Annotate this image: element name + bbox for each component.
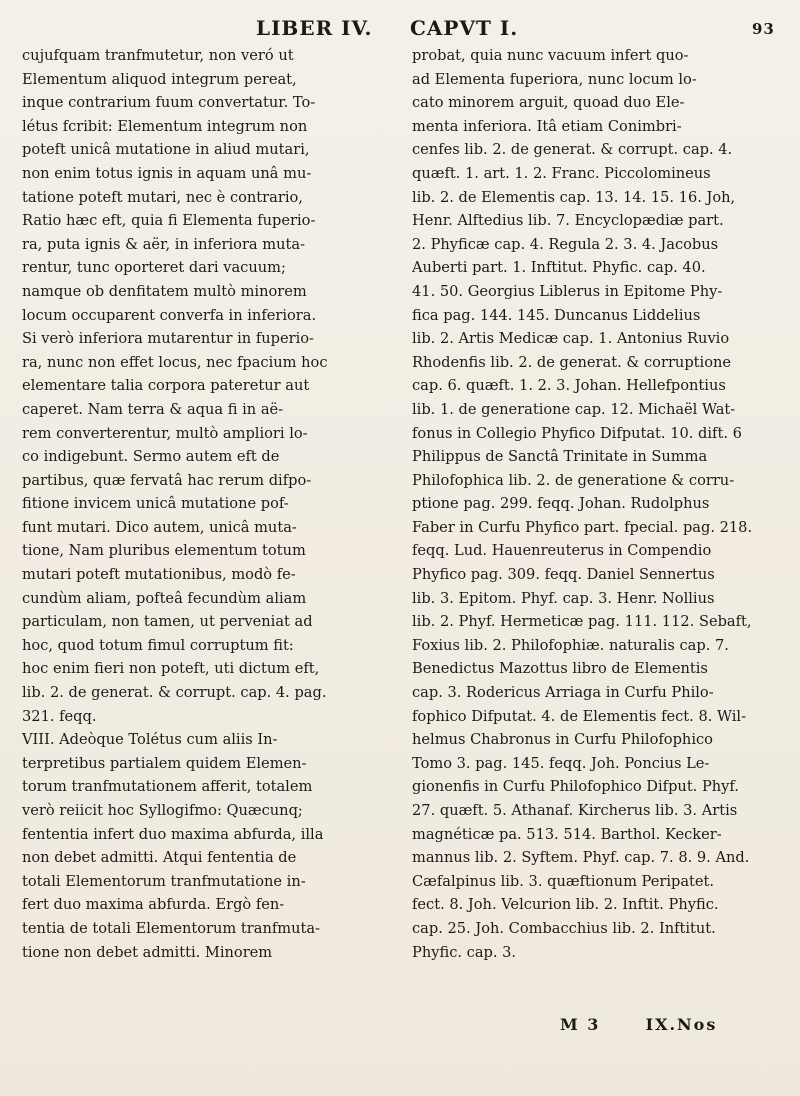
text-line: tentia de totali Elementorum tranfmuta-	[22, 919, 320, 937]
text-line: Elementum aliquod integrum pereat,	[22, 70, 297, 88]
text-line: Phyfico pag. 309. feqq. Daniel Sennertus	[412, 566, 715, 584]
text-line: fententia infert duo maxima abfurda, illa	[22, 825, 324, 843]
page-number: 93	[752, 20, 775, 38]
text-line: VIII. Adeòque Tolétus cum aliis In-	[22, 731, 278, 749]
text-line: probat, quia nunc vacuum infert quo-	[412, 47, 689, 64]
text-line: fitione invicem unicâ mutatione pof-	[22, 495, 289, 513]
text-line: tatione poteft mutari, nec è contrario,	[22, 188, 303, 206]
text-line: Faber in Curfu Phyfico part. fpecial. pag. 218.	[412, 518, 753, 536]
text-line: locum occuparent converfa in inferiora.	[22, 306, 317, 324]
text-line: namque ob denfitatem multò minorem	[22, 282, 307, 300]
text-line: lib. 2. de Elementis cap. 13. 14. 15. 16. Joh,	[412, 188, 736, 206]
text-line: Si verò inferiora mutarentur in fuperio-	[22, 330, 314, 348]
page-footer	[560, 1015, 717, 1034]
text-line: fonus in Collegio Phyfico Difputat. 10. dift. 6	[412, 424, 742, 442]
text-line: Phyfic. cap. 3.	[412, 943, 517, 961]
text-line: ra, nunc non effet locus, nec fpacium hoc	[22, 353, 328, 371]
text-line: ad Elementa fuperiora, nunc locum lo-	[412, 70, 697, 88]
text-line: 2. Phyficæ cap. 4. Regula 2. 3. 4. Jacobus	[412, 235, 719, 253]
text-line: rentur, tunc oporteret dari vacuum;	[22, 259, 286, 277]
text-line: co indigebunt. Sermo autem eft de	[22, 448, 280, 466]
text-line: gionenfis in Curfu Philofophico Difput. Phyf.	[412, 778, 739, 796]
text-line: Philofophica lib. 2. de generatione & corru-	[412, 471, 735, 489]
text-line: quæft. 1. art. 1. 2. Franc. Piccolomineus	[412, 164, 711, 182]
text-line: feqq. Lud. Hauenreuterus in Compendio	[412, 542, 712, 560]
text-line: Tomo 3. pag. 145. feqq. Joh. Poncius Le-	[412, 754, 710, 772]
text-line: non enim totus ignis in aquam unâ mu-	[22, 164, 312, 182]
text-line: mannus lib. 2. Syftem. Phyf. cap. 7. 8. 9. And.	[412, 849, 750, 867]
text-line: cap. 3. Rodericus Arriaga in Curfu Philo-	[412, 684, 714, 702]
text-line: tione, Nam pluribus elementum totum	[22, 542, 306, 560]
text-line: partibus, quæ fervatâ hac rerum difpo-	[22, 471, 312, 489]
text-line: ptione pag. 299. feqq. Johan. Rudolphus	[412, 495, 710, 513]
text-line: Ratio hæc eft, quia fi Elementa fuperio-	[22, 212, 316, 230]
text-line: Benedictus Mazottus libro de Elementis	[412, 660, 708, 678]
text-line: elementare talia corpora pateretur aut	[22, 377, 310, 395]
text-line: cujufquam tranfmutetur, non veró ut	[22, 47, 294, 64]
text-line: ra, puta ignis & aër, in inferiora muta-	[22, 235, 306, 253]
text-line: létus fcribit: Elementum integrum non	[22, 117, 308, 135]
text-line: menta inferiora. Itâ etiam Conimbri-	[412, 117, 682, 135]
left-text-column	[22, 44, 388, 964]
text-line: fert duo maxima abfurda. Ergò fen-	[22, 896, 285, 914]
text-line: 27. quæft. 5. Athanaf. Kircherus lib. 3. Artis	[412, 802, 738, 819]
text-line: 321. feqq.	[22, 707, 97, 725]
text-line: fophico Difputat. 4. de Elementis fect. 8. Wil-	[412, 707, 747, 725]
text-line: cato minorem arguit, quoad duo Ele-	[412, 94, 685, 112]
text-line: rem converterentur, multò ampliori lo-	[22, 424, 308, 442]
text-line: tione non debet admitti. Minorem	[22, 943, 273, 961]
text-line: fect. 8. Joh. Velcurion lib. 2. Inftit. Phyfic.	[412, 896, 719, 914]
right-text-column	[412, 44, 782, 964]
text-line: mutari poteft mutationibus, modò fe-	[22, 566, 296, 584]
text-line: poteft unicâ mutatione in aliud mutari,	[22, 141, 310, 159]
text-line: Rhodenfis lib. 2. de generat. & corruptione	[412, 353, 732, 371]
text-line: funt mutari. Dico autem, unicâ muta-	[22, 518, 297, 536]
text-line: cap. 6. quæft. 1. 2. 3. Johan. Hellefpontius	[412, 377, 726, 395]
text-line: lib. 2. Phyf. Hermeticæ pag. 111. 112. Sebaft,	[412, 613, 752, 631]
text-line: helmus Chabronus in Curfu Philofophico	[412, 731, 713, 749]
text-line: lib. 2. Artis Medicæ cap. 1. Antonius Ruvio	[412, 330, 730, 348]
text-line: inque contrarium fuum convertatur. To-	[22, 94, 316, 112]
text-line: Cæfalpinus lib. 3. quæftionum Peripatet.	[412, 872, 715, 890]
text-line: torum tranfmutationem afferit, totalem	[22, 778, 313, 796]
text-line: 41. 50. Georgius Liblerus in Epitome Phy-	[412, 282, 723, 300]
text-line: Philippus de Sanctâ Trinitate in Summa	[412, 448, 708, 466]
text-line: lib. 3. Epitom. Phyf. cap. 3. Henr. Nollius	[412, 589, 715, 607]
text-line: lib. 1. de generatione cap. 12. Michaël Wat-	[412, 400, 736, 418]
running-title-left: LIBER IV.	[256, 16, 373, 40]
text-line: terpretibus partialem quidem Elemen-	[22, 754, 307, 772]
text-line: particulam, non tamen, ut perveniat ad	[22, 613, 313, 631]
text-line: totali Elementorum tranfmutatione in-	[22, 872, 306, 890]
text-line: cenfes lib. 2. de generat. & corrupt. cap. 4.	[412, 141, 733, 159]
signature-mark: M 3	[560, 1015, 601, 1034]
running-header	[0, 14, 800, 42]
text-line: caperet. Nam terra & aqua fi in aë-	[22, 400, 284, 418]
text-line: non debet admitti. Atqui fententia de	[22, 849, 297, 867]
text-line: fica pag. 144. 145. Duncanus Liddelius	[412, 306, 701, 324]
text-line: hoc, quod totum fimul corruptum fit:	[22, 636, 294, 654]
catchword: IX.Nos	[645, 1015, 718, 1034]
text-line: cundùm aliam, pofteâ fecundùm aliam	[22, 589, 307, 607]
text-line: verò reiicit hoc Syllogifmo: Quæcunq;	[22, 802, 303, 819]
text-line: Henr. Alftedius lib. 7. Encyclopædiæ part.	[412, 212, 724, 230]
text-line: cap. 25. Joh. Combacchius lib. 2. Inftitut.	[412, 919, 716, 937]
text-line: lib. 2. de generat. & corrupt. cap. 4. pag.	[22, 684, 327, 702]
text-line: hoc enim fieri non poteft, uti dictum eft,	[22, 660, 320, 678]
running-title-right: CAPVT I.	[410, 16, 519, 40]
text-line: Foxius lib. 2. Philofophiæ. naturalis cap. 7.	[412, 636, 729, 654]
text-line: Auberti part. 1. Inftitut. Phyfic. cap. 40.	[412, 259, 706, 277]
text-line: magnéticæ pa. 513. 514. Barthol. Kecker-	[412, 825, 722, 843]
